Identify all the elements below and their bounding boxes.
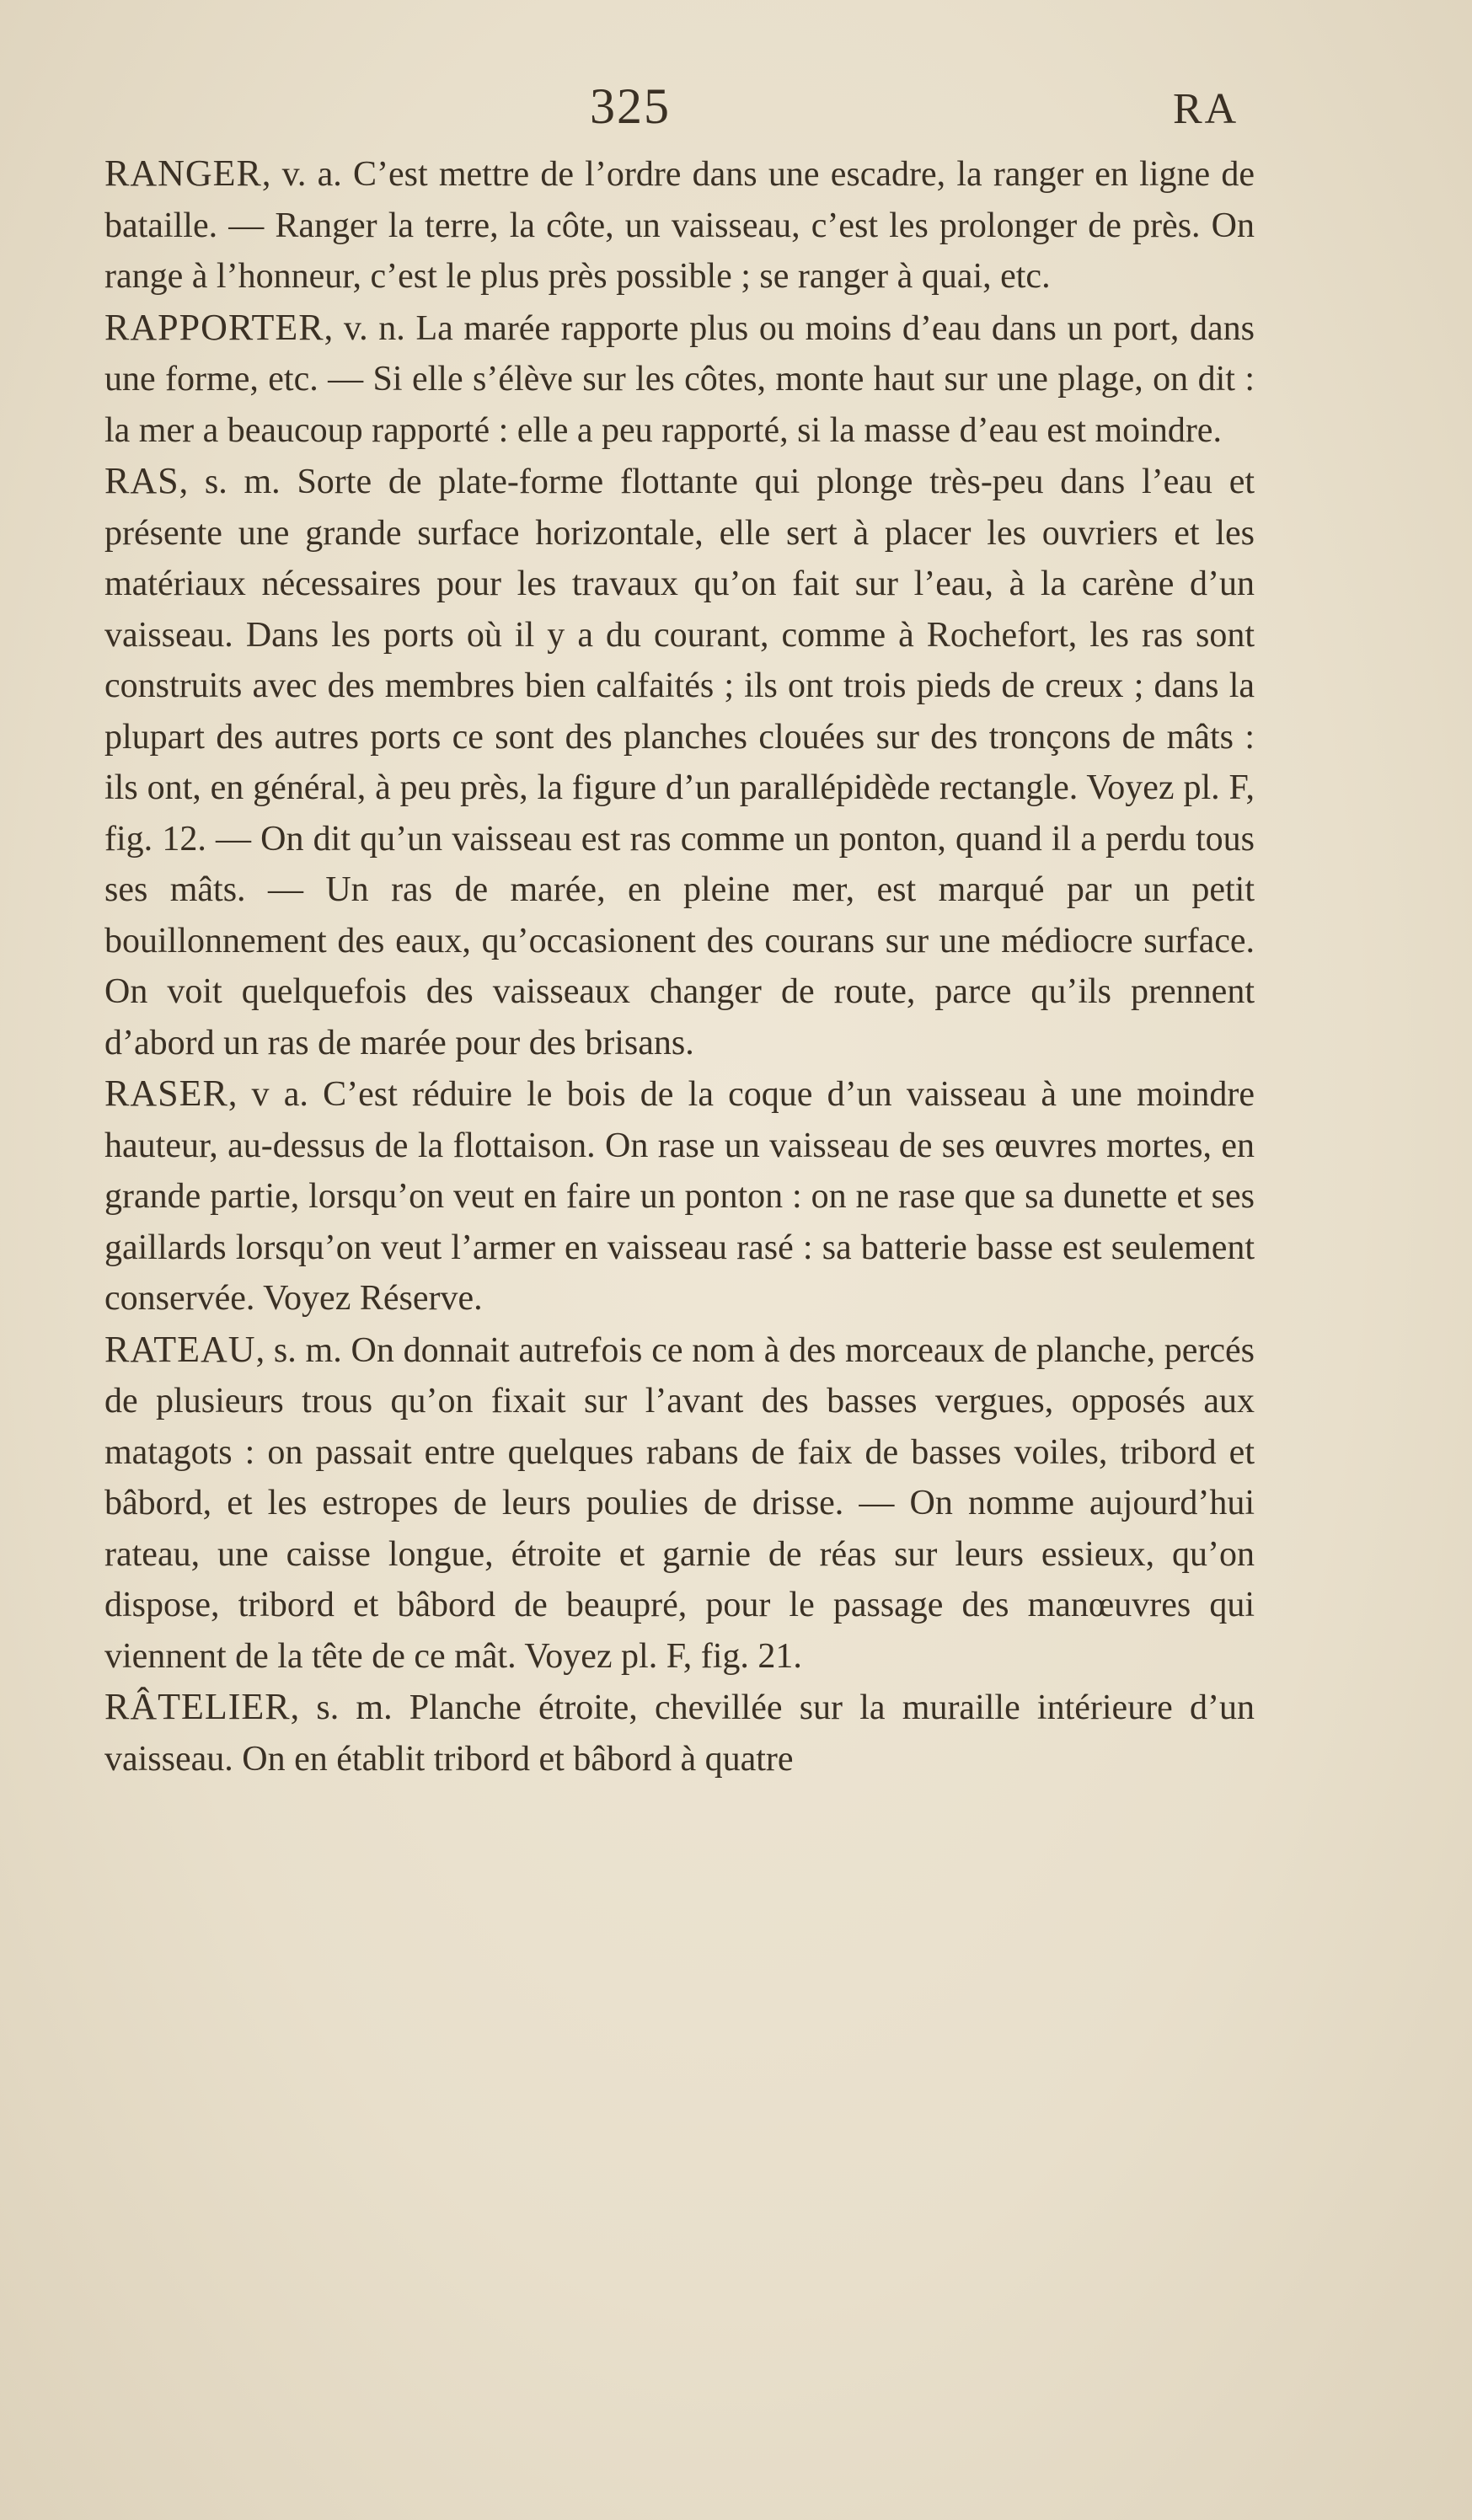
headword: RÂTELIER bbox=[104, 1686, 291, 1727]
grammar-label: , v. n. bbox=[324, 308, 405, 348]
entry-rateau bbox=[104, 1324, 1255, 1683]
headword: RAS bbox=[104, 460, 179, 501]
grammar-label: , v a. bbox=[227, 1075, 308, 1114]
running-head bbox=[0, 78, 1472, 145]
grammar-label: , s. m. bbox=[255, 1330, 342, 1370]
entry-ratelier bbox=[104, 1682, 1255, 1784]
grammar-label: , s. m. bbox=[290, 1688, 393, 1727]
entry-ranger bbox=[104, 148, 1255, 302]
entry-ras bbox=[104, 456, 1255, 1068]
entry-text: La marée rapporte plus ou moins d’eau dans un port, dans une forme, etc. — Si elle s’élève sur les côtes, monte haut sur une plage, on dit : la mer a beaucoup rapporté : elle a peu rapporté, si la masse d’eau est moindre. bbox=[104, 308, 1255, 450]
headword: RASER bbox=[104, 1073, 228, 1114]
entry-text: C’est mettre de l’ordre dans une escadre, la ranger en ligne de bataille. — Ranger la terre, la côte, un vaisseau, c’est les prolonger de près. On range à l’honneur, c’est le plus près possible ; se ranger à quai, etc. bbox=[104, 155, 1255, 296]
headword: RAPPORTER bbox=[104, 306, 324, 348]
entry-text: Planche étroite, chevillée sur la muraille intérieure d’un vaisseau. On en établit tribord et bâbord à quatre bbox=[104, 1688, 1255, 1779]
grammar-label: , s. m. bbox=[179, 463, 281, 501]
entry-raser bbox=[104, 1068, 1255, 1324]
entry-text: On donnait autrefois ce nom à des morceaux de planche, percés de plusieurs trous qu’on fixait sur l’avant des basses vergues, opposés aux matagots : on passait entre quelques rabans de faix de basses voiles, tribord et bâbord, et les estropes de leurs poulies de drisse. — On nomme aujourd’hui rateau, une caisse longue, étroite et garnie de réas sur leurs essieux, qu’on dispose, tribord et bâbord de beaupré, pour le passage des manœuvres qui viennent de la tête de ce mât. Voyez pl. F, fig. 21. bbox=[104, 1330, 1255, 1676]
page-number: 325 bbox=[590, 78, 671, 134]
grammar-label: , v. a. bbox=[261, 155, 342, 194]
entry-text: C’est réduire le bois de la coque d’un vaisseau à une moindre hauteur, au-dessus de la flottaison. On rase un vaisseau de ses œuvres mortes, en grande partie, lorsqu’on veut en faire un ponton : on ne rase que sa dunette et ses gaillards lorsqu’on veut l’armer en vaisseau rasé : sa batterie basse est seulement conservée. Voyez Réserve. bbox=[104, 1075, 1255, 1318]
entry-text: Sorte de plate-forme flottante qui plonge très-peu dans l’eau et présente une grande surface horizontale, elle sert à placer les ouvriers et les matériaux nécessaires pour les travaux qu’on fait sur l’eau, à la carène d’un vaisseau. Dans les ports où il y a du courant, comme à Rochefort, les ras sont construits avec des membres bien calfaités ; ils ont trois pieds de creux ; dans la plupart des autres ports ce sont des planches clouées sur des tronçons de mâts : ils ont, en général, à peu près, la figure d’un parallépidède rectangle. Voyez pl. F, fig. 12. — On dit qu’un vaisseau est ras comme un ponton, quand il a perdu tous ses mâts. — Un ras de marée, en pleine mer, est marqué par un petit bouillonnement des eaux, qu’occasionent des courans sur une médiocre surface. On voit quelquefois des vaisseaux changer de route, parce qu’ils prennent d’abord un ras de marée pour des brisans. bbox=[104, 463, 1255, 1062]
entry-rapporter bbox=[104, 302, 1255, 457]
headword: RANGER bbox=[104, 152, 262, 194]
section-letters: RA bbox=[1173, 85, 1239, 133]
headword: RATEAU bbox=[104, 1328, 256, 1370]
dictionary-text-column bbox=[104, 148, 1255, 1784]
